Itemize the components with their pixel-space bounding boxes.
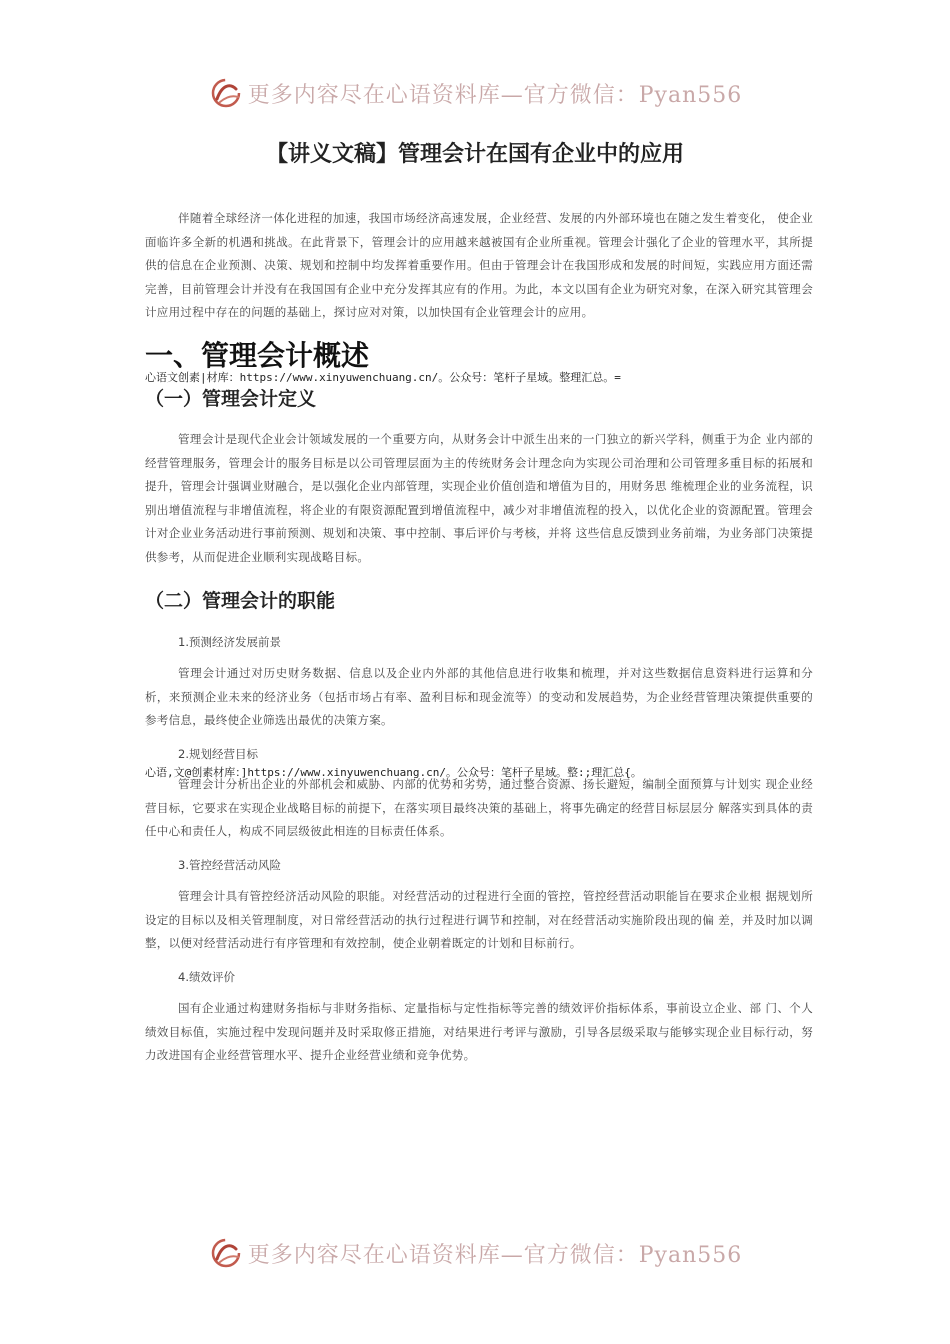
function-item-text: 管理会计通过对历史财务数据、信息以及企业内外部的其他信息进行收集和梳理，并对这些数据信息资料进行运算和分析，来预测企业未来的经济业务（包括市场占有率、盈利目标和现金流等）的变动和发展趋势，为企业经营管理决策提供重要的参考信息，最终使企业筛选出最优的决策方案。: [145, 666, 813, 727]
watermark-line: 心语文创素|材库：https://www.xinyuwenchuang.cn/。公众号：笔杆子星域。整理汇总。=: [145, 371, 621, 384]
calligraphy-logo-icon: [208, 75, 244, 111]
banner-text: 更多内容尽在心语资料库—官方微信：Pyan556: [247, 82, 743, 108]
subsection-heading-functions: （二）管理会计的职能: [145, 590, 336, 612]
footer-banner: [0, 1233, 950, 1273]
calligraphy-logo-icon: [208, 1235, 244, 1271]
function-item-text: 管理会计具有管控经济活动风险的职能。对经营活动的过程进行全面的管控，管控经营活动职能旨在要求企业根 据规划所设定的目标以及相关管理制度，对日常经营活动的执行过程进行调节和控制，对在经营活动实施阶段出现的偏 差，并及时加以调整，以便对经营活动进行有序管理和有效控制，使企业朝着既定的计划和目标前行。: [145, 889, 813, 950]
definition-paragraph: 管理会计是现代企业会计领域发展的一个重要方向，从财务会计中派生出来的一门独立的新兴学科，侧重于为企 业内部的经营管理服务，管理会计的服务目标是以公司管理层面为主的传统财务会计理念向为实现公司治理和公司管理多重目标的拓展和提升，管理会计强调业财融合，是以强化企业内部管理，实现企业价值创造和增值为目的，用财务思 维梳理企业的业务流程，识别出增值流程与非增值流程，将企业的有限资源配置到增值流程中，减少对非增值流程的投入，以优化企业的资源配置。管理会计对企业业务活动进行事前预测、规划和决策、事中控制、事后评价与考核，并将 这些信息反馈到业务前端，为业务部门决策提供参考，从而促进企业顺利实现战略目标。: [145, 432, 813, 564]
header-banner: [0, 73, 950, 113]
function-item-title: 2.规划经营目标: [178, 747, 258, 761]
document-title: 【讲义文稿】管理会计在国有企业中的应用: [265, 142, 684, 167]
function-item-title: 4.绩效评价: [178, 970, 235, 984]
banner-text: 更多内容尽在心语资料库—官方微信：Pyan556: [247, 1242, 743, 1268]
watermark-line: 心语,文@创素材库：]https://www.xinyuwenchuang.cn/。公众号：笔杆子星域。整:;理汇总{。: [145, 766, 642, 779]
section-heading-overview: 一、管理会计概述: [145, 339, 370, 372]
subsection-heading-definition: （一）管理会计定义: [145, 388, 317, 410]
function-item-text: 管理会计分析出企业的外部机会和威胁、内部的优势和劣势，通过整合资源、扬长避短，编制全面预算与计划实 现企业经营目标，它要求在实现企业战略目标的前提下，在落实项目最终决策的基础上，将事先确定的经营目标层层分 解落实到具体的责任中心和责任人，构成不同层级彼此相连的目标责任体系。: [145, 777, 813, 838]
function-item-text: 国有企业通过构建财务指标与非财务指标、定量指标与定性指标等完善的绩效评价指标体系，事前设立企业、部 门、个人绩效目标值，实施过程中发现问题并及时采取修正措施，对结果进行考评与激励，引导各层级采取与能够实现企业目标行动，努力改进国有企业经营管理水平、提升企业经营业绩和竞争优势。: [145, 1001, 813, 1062]
function-item-title: 3.管控经营活动风险: [178, 858, 281, 872]
function-item-title: 1.预测经济发展前景: [178, 635, 281, 649]
intro-paragraph: 伴随着全球经济一体化进程的加速，我国市场经济高速发展，企业经营、发展的内外部环境也在随之发生着变化， 使企业面临许多全新的机遇和挑战。在此背景下，管理会计的应用越来越被国有企业所重视。管理会计强化了企业的管理水平，其所提供的信息在企业预测、决策、规划和控制中均发挥着重要作用。但由于管理会计在我国形成和发展的时间短，实践应用方面还需完善，目前管理会计并没有在我国国有企业中充分发挥其应有的作用。为此，本文以国有企业为研究对象，在深入研究其管理会计应用过程中存在的问题的基础上，探讨应对对策，以加快国有企业管理会计的应用。: [145, 211, 813, 319]
